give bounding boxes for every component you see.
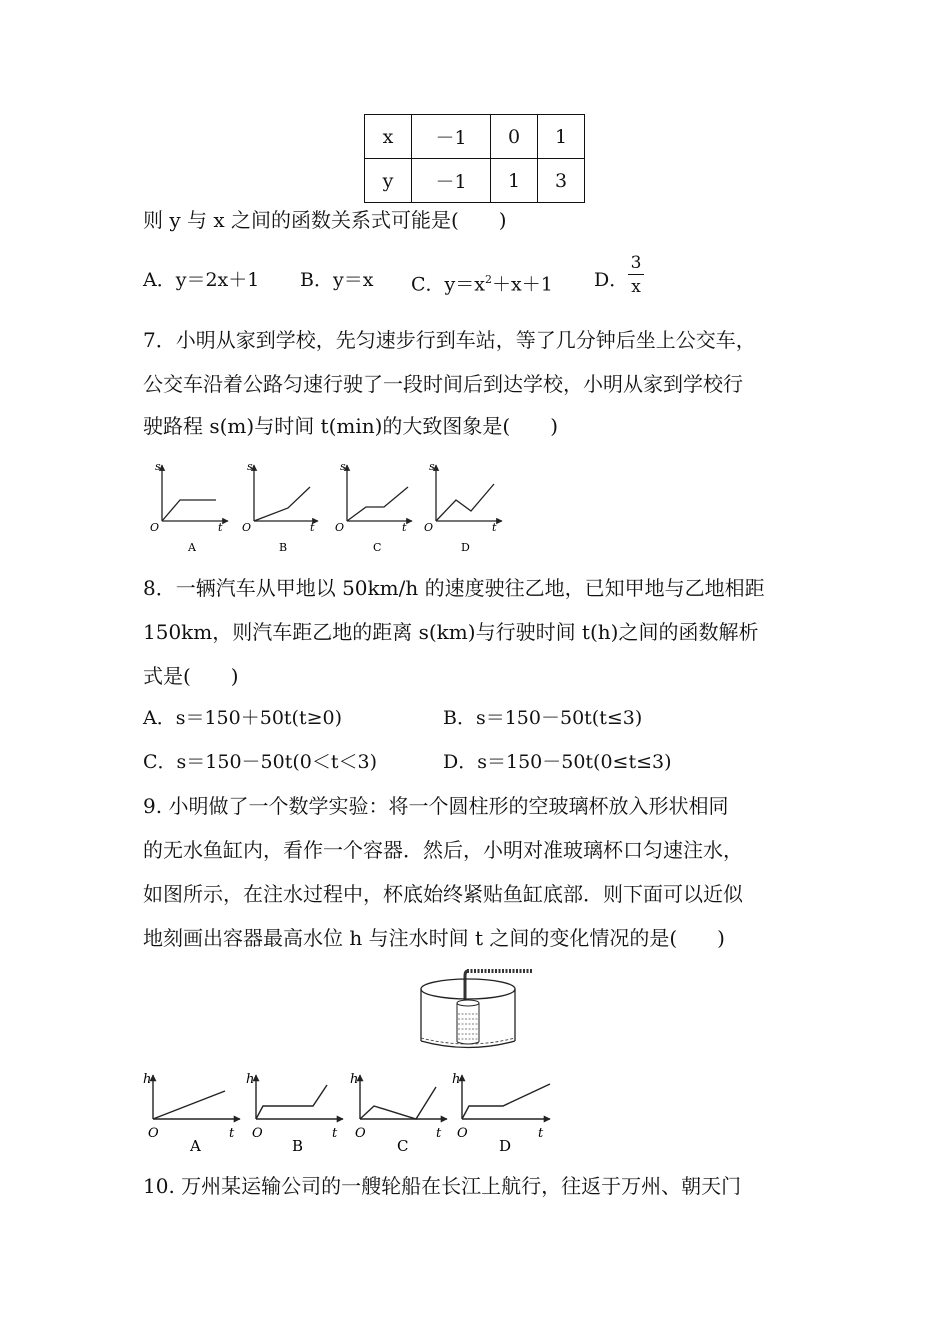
q10-line-1: 10. 万州某运输公司的一艘轮船在长江上航行，往返于万州、朝天门 [143, 1174, 742, 1198]
origin-label: O [148, 1126, 159, 1141]
graph-label-d: D [461, 541, 470, 554]
q9-graph-a [143, 1072, 240, 1155]
origin-label: O [150, 521, 160, 534]
y-axis-label: h [350, 1072, 359, 1087]
table-cell: 1 [491, 159, 538, 203]
fraction-numerator: 3 [630, 253, 642, 273]
y-axis-label: s [247, 460, 253, 473]
q6-option-d-label: D． [594, 269, 629, 291]
graph-label-d: D [499, 1137, 512, 1155]
q7-line-3: 驶路程 s(m)与时间 t(min)的大致图象是( ) [143, 414, 559, 438]
q7-line-2: 公交车沿着公路匀速行驶了一段时间后到达学校，小明从家到学校行 [143, 372, 743, 396]
q9-graph-d [452, 1072, 550, 1155]
q8-option-d: D．s＝150－50t(0≤t≤3) [443, 751, 672, 773]
q8-line-3: 式是( ) [143, 664, 239, 688]
q6-option-c-pre: C．y＝x [411, 273, 485, 296]
graph-line [462, 1084, 550, 1119]
y-axis-label: h [452, 1072, 461, 1087]
q6-option-c-post: ＋x＋1 [492, 273, 553, 296]
table-cell: －1 [412, 115, 491, 159]
table-cell: 0 [491, 115, 538, 159]
graph-label-a: A [188, 541, 196, 554]
graph-line [153, 1091, 225, 1119]
x-axis-label: t [218, 521, 223, 534]
x-axis-label: t [332, 1126, 338, 1141]
q9-line-2: 的无水鱼缸内，看作一个容器．然后，小明对准玻璃杯口匀速注水， [143, 838, 743, 862]
x-axis-label: t [538, 1126, 544, 1141]
graph-line [256, 1085, 327, 1119]
q9-graph-b [246, 1072, 343, 1155]
graph-label-b: B [279, 541, 288, 554]
origin-label: O [335, 521, 345, 534]
y-axis-label: s [429, 460, 435, 473]
y-axis-label: h [143, 1072, 152, 1087]
table-cell: x [365, 115, 412, 159]
q9-graph-c [350, 1072, 447, 1155]
q6-option-a: A．y＝2x＋1 [143, 269, 260, 291]
q8-option-b: B．s＝150－50t(t≤3) [443, 707, 643, 729]
q6-option-b: B．y＝x [300, 269, 374, 291]
origin-label: O [355, 1126, 366, 1141]
q9-line-1: 9. 小明做了一个数学实验：将一个圆柱形的空玻璃杯放入形状相同 [143, 794, 729, 818]
q8-option-a: A．s＝150＋50t(t≥0) [143, 707, 343, 729]
x-axis-label: t [402, 521, 407, 534]
origin-label: O [424, 521, 434, 534]
q8-line-2: 150km，则汽车距乙地的距离 s(km)与行驶时间 t(h)之间的函数解析 [143, 620, 759, 644]
origin-label: O [252, 1126, 263, 1141]
table-cell: 1 [538, 115, 585, 159]
q6-stem: 则 y 与 x 之间的函数关系式可能是( ) [143, 208, 507, 232]
origin-label: O [457, 1126, 468, 1141]
y-axis-label: h [246, 1072, 255, 1087]
graph-label-a: A [190, 1137, 201, 1155]
table-cell: －1 [412, 159, 491, 203]
table-cell: 3 [538, 159, 585, 203]
graph-label-b: B [292, 1137, 304, 1155]
q7-line-1: 7．小明从家到学校，先匀速步行到车站，等了几分钟后坐上公交车， [143, 328, 756, 352]
y-axis-label: s [155, 460, 161, 473]
graph-label-c: C [397, 1137, 409, 1155]
x-axis-label: t [492, 521, 497, 534]
q9-line-3: 如图所示，在注水过程中，杯底始终紧贴鱼缸底部．则下面可以近似 [143, 882, 743, 906]
graph-line [360, 1087, 436, 1119]
y-axis-label: s [340, 460, 346, 473]
q9-line-4: 地刻画出容器最高水位 h 与注水时间 t 之间的变化情况的是( ) [143, 926, 725, 950]
x-axis-label: t [436, 1126, 442, 1141]
q8-option-c: C．s＝150－50t(0＜t＜3) [143, 751, 378, 773]
q6-option-c-exponent: 2 [485, 273, 492, 286]
origin-label: O [242, 521, 252, 534]
x-axis-label: t [229, 1126, 235, 1141]
graph-label-c: C [373, 541, 382, 554]
fraction-denominator: x [631, 277, 641, 297]
x-axis-label: t [310, 521, 315, 534]
q8-line-1: 8．一辆汽车从甲地以 50km/h 的速度驶往乙地，已知甲地与乙地相距 [143, 576, 765, 600]
table-cell: y [365, 159, 412, 203]
